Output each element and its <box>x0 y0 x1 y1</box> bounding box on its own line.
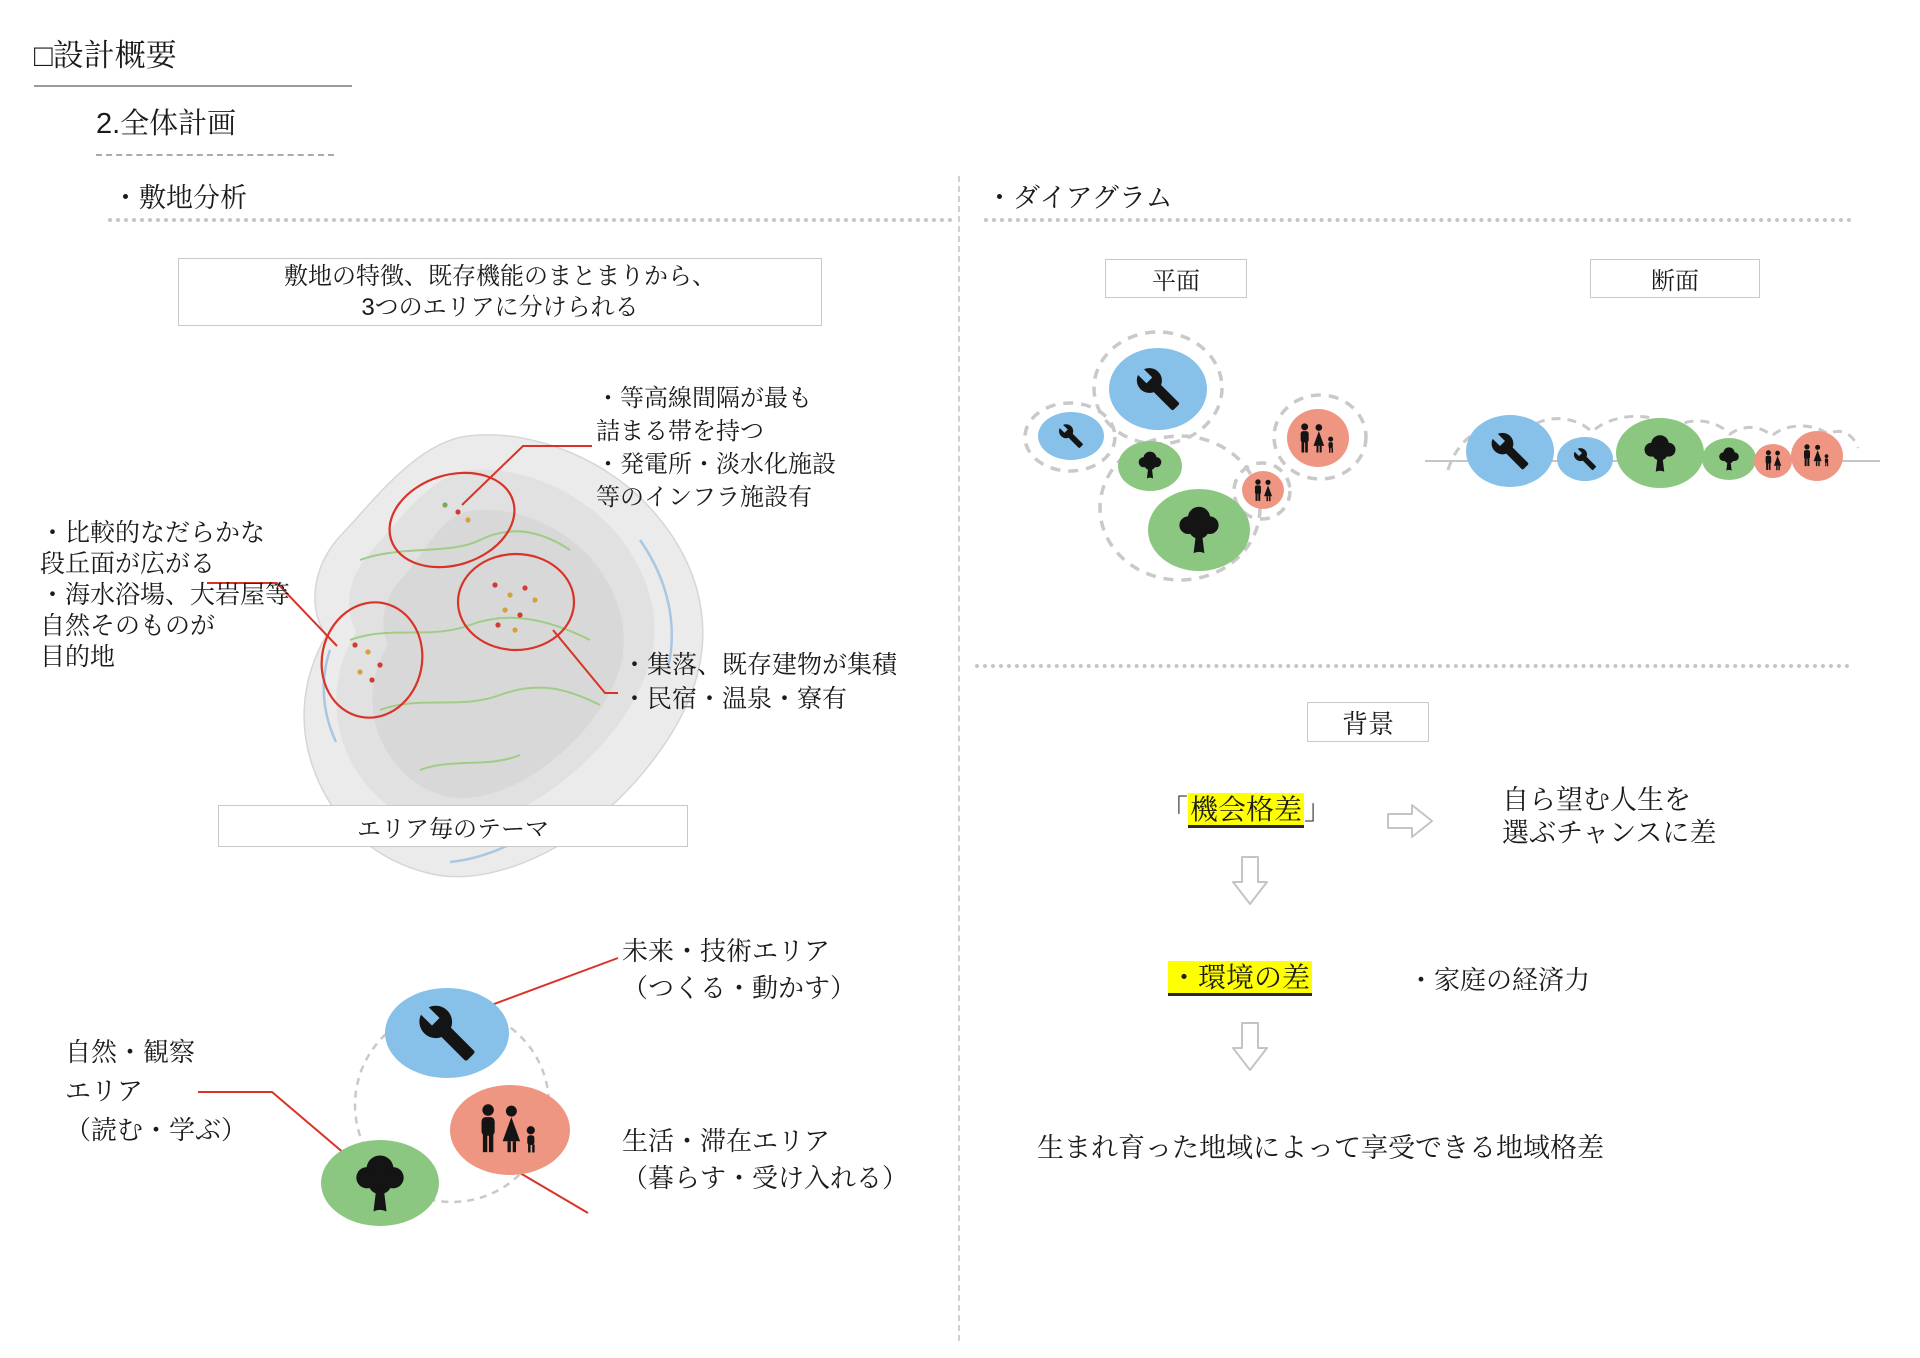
background-title: 背景 <box>1341 708 1394 739</box>
annotation-line: 段丘面が広がる <box>40 550 216 578</box>
site-summary-box <box>178 258 822 326</box>
result-text <box>1502 784 1716 850</box>
area-label-line: エリア <box>65 1076 144 1106</box>
site-section-dotted-line <box>108 218 953 222</box>
area-label-line: （つくる・動かす） <box>622 973 857 1003</box>
area-label-future <box>622 933 856 1007</box>
result-line: 選ぶチャンスに差 <box>1502 818 1717 848</box>
page-subtitle: 2.全体計画 <box>96 101 334 156</box>
annotation-infra <box>596 382 836 514</box>
annotation-line: 詰まる帯を持つ <box>596 418 764 445</box>
annotation-line: ・等高線間隔が最も <box>596 385 812 412</box>
plan-title-box <box>1105 259 1247 298</box>
plan-title: 平面 <box>1152 268 1200 295</box>
annotation-line: 自然そのものが <box>40 612 216 640</box>
theme-title: エリア毎のテーマ <box>357 815 549 843</box>
down-arrow-icon <box>1233 857 1267 904</box>
right-arrow-icon <box>1388 805 1432 837</box>
theme-diagram <box>198 958 618 1226</box>
section-diagram <box>1425 415 1880 488</box>
annotation-line: 目的地 <box>40 643 116 671</box>
bracket-open: 「 <box>1160 794 1189 825</box>
annotation-village <box>622 648 897 716</box>
section-title-box <box>1590 259 1760 298</box>
leader-area-future <box>478 958 618 1010</box>
factor-text: ・家庭の経済力 <box>1408 965 1591 995</box>
vertical-divider <box>958 176 960 1341</box>
diagram-section-dotted-line <box>984 218 1852 222</box>
site-summary-line: 敷地の特徴、既存機能のまとまりから、 <box>284 263 716 290</box>
section-bubble-people <box>1754 444 1792 478</box>
annotation-line: ・民宿・温泉・寮有 <box>622 685 848 713</box>
area-label-life <box>622 1123 908 1197</box>
annotation-line: ・集落、既存建物が集積 <box>622 651 898 679</box>
background-title-box <box>1307 702 1429 742</box>
diagram-background-dotted-line <box>975 664 1850 668</box>
plan-diagram <box>1025 332 1366 580</box>
area-label-line: （読む・学ぶ） <box>65 1115 248 1145</box>
area-label-line: 生活・滞在エリア <box>622 1126 831 1156</box>
area-label-nature <box>65 1033 247 1150</box>
keyword-environment-gap <box>1168 956 1312 996</box>
site-summary-line: 3つのエリアに分けられる <box>361 294 639 321</box>
highlighted-text: ・環境の差 <box>1168 961 1312 996</box>
annotation-line: ・海水浴場、大岩屋等 <box>40 581 291 609</box>
site-analysis-label: ・敷地分析 <box>112 183 247 213</box>
annotation-line: ・比較的なだらかな <box>40 519 266 547</box>
area-label-line: 自然・観察 <box>65 1037 196 1067</box>
area-label-line: 未来・技術エリア <box>622 936 831 966</box>
conclusion-text: 生まれ育った地域によって享受できる地域格差 <box>1037 1133 1604 1163</box>
annotation-nature <box>40 518 290 673</box>
page-title: □設計概要 <box>34 30 352 87</box>
bracket-close: 」 <box>1304 794 1333 825</box>
section-title: 断面 <box>1651 268 1699 295</box>
area-label-line: （暮らす・受け入れる） <box>622 1163 909 1193</box>
highlighted-text: 機会格差 <box>1188 793 1304 828</box>
theme-title-box <box>218 805 688 847</box>
annotation-line: ・発電所・淡水化施設 <box>596 451 836 478</box>
keyword-opportunity-gap <box>1160 788 1332 828</box>
plan-bubble-people <box>1242 471 1284 509</box>
result-line: 自ら望む人生を <box>1502 785 1691 815</box>
annotation-line: 等のインフラ施設有 <box>596 484 812 511</box>
down-arrow-icon <box>1233 1023 1267 1070</box>
diagram-label: ・ダイアグラム <box>986 183 1173 213</box>
